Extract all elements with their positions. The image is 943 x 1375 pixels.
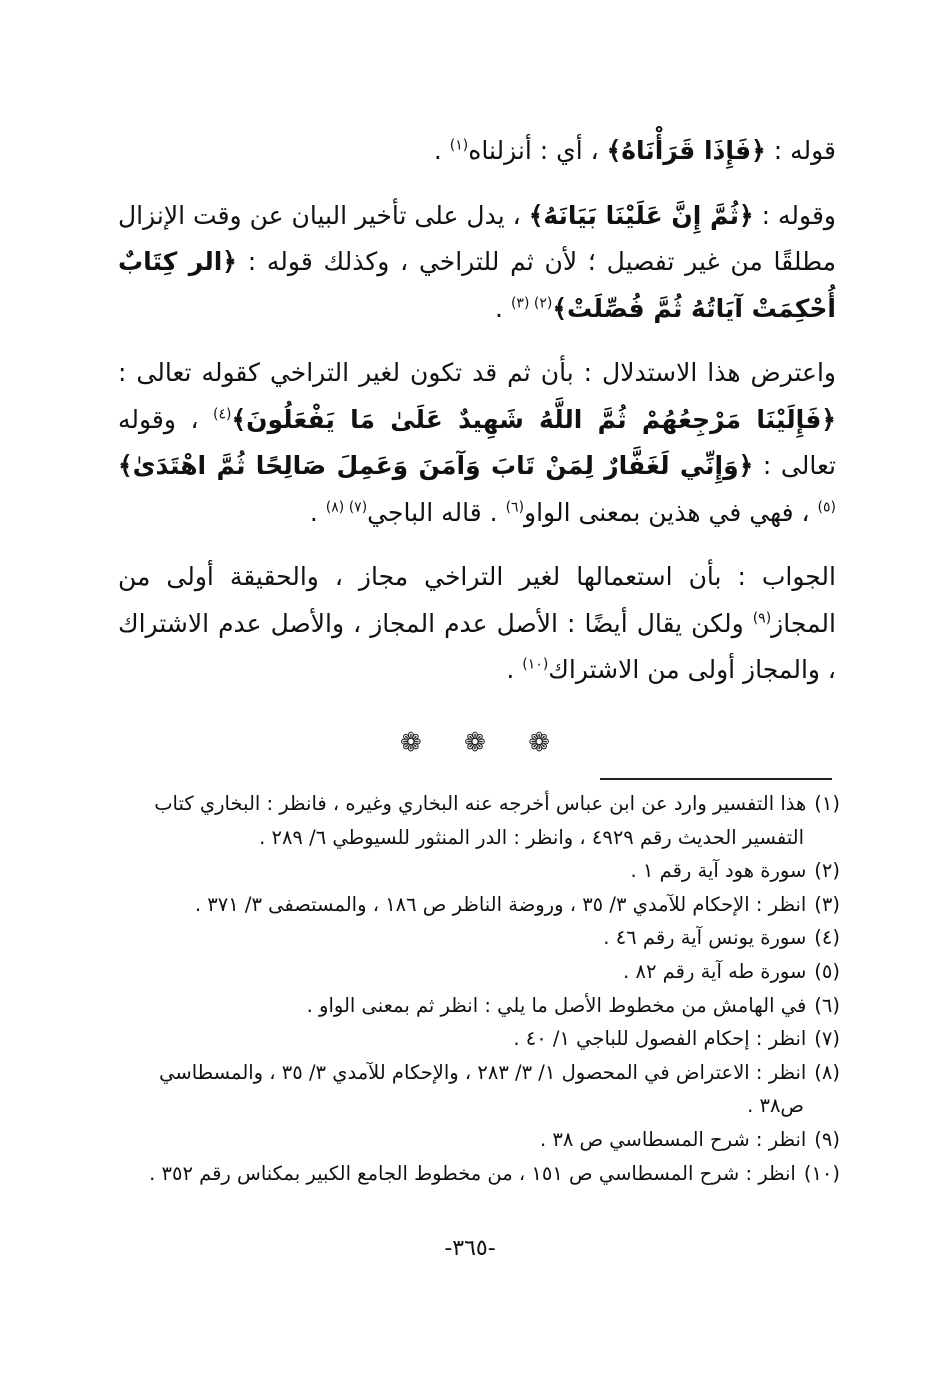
flower-ornament-icon: ❁ xyxy=(528,728,550,758)
footnote-text: انظر : الإحكام للآمدي ٣/ ٣٥ ، وروضة الناظر ص ١٨٦ ، والمستصفى ٣/ ٣٧١ . xyxy=(194,892,807,916)
footnote-text: انظر : شرح المسطاسي ص ١٥١ ، من مخطوط الجامع الكبير بمكناس رقم ٣٥٢ . xyxy=(149,1161,796,1185)
footnote-ref: (٢) (٣) xyxy=(510,295,553,312)
footnote-text: في الهامش من مخطوط الأصل ما يلي : انظر ثم بمعنى الواو . xyxy=(306,993,807,1017)
flower-ornament-icon: ❁ xyxy=(400,728,422,758)
footnote-number: (١) xyxy=(814,792,840,815)
paragraph-1 xyxy=(118,128,836,175)
footnote-number: (٨) xyxy=(814,1060,840,1084)
footnote-text: ص٣٨ . xyxy=(747,1094,804,1118)
footnote-text: انظر : شرح المسطاسي ص ٣٨ . xyxy=(539,1127,807,1151)
footnote-item xyxy=(118,1123,840,1157)
quran-verse: ﴿وَإِنِّي لَغَفَّارٌ لِمَنْ تَابَ وَآمَنَ وَعَمِلَ صَالِحًا ثُمَّ اهْتَدَىٰ﴾ xyxy=(118,451,754,480)
text-run: واعترض هذا الاستدلال : بأن ثم قد تكون لغير التراخي كقوله تعالى : xyxy=(118,358,836,387)
footnote-text: هذا التفسير وارد عن ابن عباس أخرجه عنه البخاري وغيره ، فانظر : البخاري كتاب xyxy=(154,792,807,815)
footnote-text: سورة يونس آية رقم ٤٦ . xyxy=(603,926,807,950)
footnote-text: انظر : إحكام الفصول للباجي ١/ ٤٠ . xyxy=(513,1027,807,1051)
text-run: قوله : xyxy=(765,136,836,165)
footnote-ref: (٧) (٨) xyxy=(325,499,368,516)
footnote-item xyxy=(118,1022,840,1056)
footnote-ref: (٥) xyxy=(817,499,836,516)
footnotes xyxy=(118,787,840,1190)
text-run: ، يدل على تأخير البيان عن وقت الإنزال مطلقًا من غير تفصيل ؛ لأن ثم للتراخي ، وكذلك قوله : xyxy=(118,200,836,276)
footnote-item xyxy=(118,1157,840,1191)
footnote-ref: (٤) xyxy=(213,406,232,423)
flower-ornament-icon: ❁ xyxy=(464,728,486,758)
text-run: . xyxy=(433,136,450,165)
text-run: ، فهي في هذين بمعنى الواو xyxy=(524,497,818,527)
footnote-item xyxy=(118,1056,840,1090)
paragraph-4 xyxy=(118,554,836,694)
footnote-text: التفسير الحديث رقم ٤٩٢٩ ، وانظر : الدر المنثور للسيوطي ٦/ ٢٨٩ . xyxy=(259,825,804,849)
footnote-divider xyxy=(600,778,832,780)
text-run: الجواب : بأن استعمالها لغير التراخي مجاز ، والحقيقة أولى من المجاز xyxy=(118,562,836,638)
footnote-item xyxy=(118,787,840,821)
footnote-text: سورة طه آية رقم ٨٢ . xyxy=(623,959,807,983)
footnote-ref: (١٠) xyxy=(522,656,549,673)
footnote-ref: (٦) xyxy=(505,499,525,516)
text-run: ، وقوله تعالى : xyxy=(118,404,836,480)
text-run: ولكن يقال أيضًا : الأصل عدم المجاز ، والأصل عدم الاشتراك ، والمجاز أولى من الاشتراك xyxy=(118,608,836,684)
quran-verse: ﴿الر كِتَابٌ أُحْكِمَتْ آيَاتُهُ ثُمَّ فُصِّلَتْ﴾ xyxy=(118,247,836,323)
footnote-number: (٧) xyxy=(814,1027,840,1051)
footnote-text: سورة هود آية رقم ١ . xyxy=(630,859,807,883)
paragraph-3 xyxy=(118,350,836,536)
footnote-ref: (٩) xyxy=(752,610,772,627)
footnote-item xyxy=(118,921,840,955)
footnote-number: (١٠) xyxy=(803,1161,840,1185)
footnote-number: (٥) xyxy=(814,959,840,983)
text-run: . xyxy=(309,497,326,527)
text-run: . xyxy=(506,655,523,684)
footnote-item xyxy=(118,888,840,922)
text-run: ، أي : أنزلناه xyxy=(468,136,607,165)
footnote-item xyxy=(118,989,840,1023)
text-run: وقوله : xyxy=(753,200,836,230)
footnote-item xyxy=(118,854,840,888)
quran-verse: ﴿فَإِلَيْنَا مَرْجِعُهُمْ ثُمَّ اللَّهُ شَهِيدٌ عَلَىٰ مَا يَفْعَلُونَ﴾ xyxy=(231,404,836,434)
section-separator xyxy=(400,728,550,758)
footnote-number: (٢) xyxy=(814,859,840,883)
footnote-item xyxy=(118,955,840,989)
footnote-number: (٦) xyxy=(814,993,840,1017)
main-text xyxy=(118,128,836,712)
text-run: . قاله الباجي xyxy=(367,497,506,527)
footnote-number: (٩) xyxy=(814,1127,840,1151)
footnote-continuation xyxy=(118,1089,840,1123)
quran-verse: ﴿فَإِذَا قَرَأْنَاهُ﴾ xyxy=(606,136,766,165)
footnote-ref: (١) xyxy=(449,137,469,154)
footnote-number: (٣) xyxy=(814,892,840,916)
footnote-text: انظر : الاعتراض في المحصول ١/ ٣/ ٢٨٣ ، والإحكام للآمدي ٣/ ٣٥ ، والمسطاسي xyxy=(159,1060,807,1084)
footnote-number: (٤) xyxy=(814,926,840,950)
text-run: . xyxy=(495,293,511,323)
paragraph-2 xyxy=(118,193,836,333)
page-number: -٣٦٥- xyxy=(444,1236,496,1261)
footnote-continuation xyxy=(118,821,840,855)
quran-verse: ﴿ثُمَّ إِنَّ عَلَيْنَا بَيَانَهُ﴾ xyxy=(528,200,754,230)
